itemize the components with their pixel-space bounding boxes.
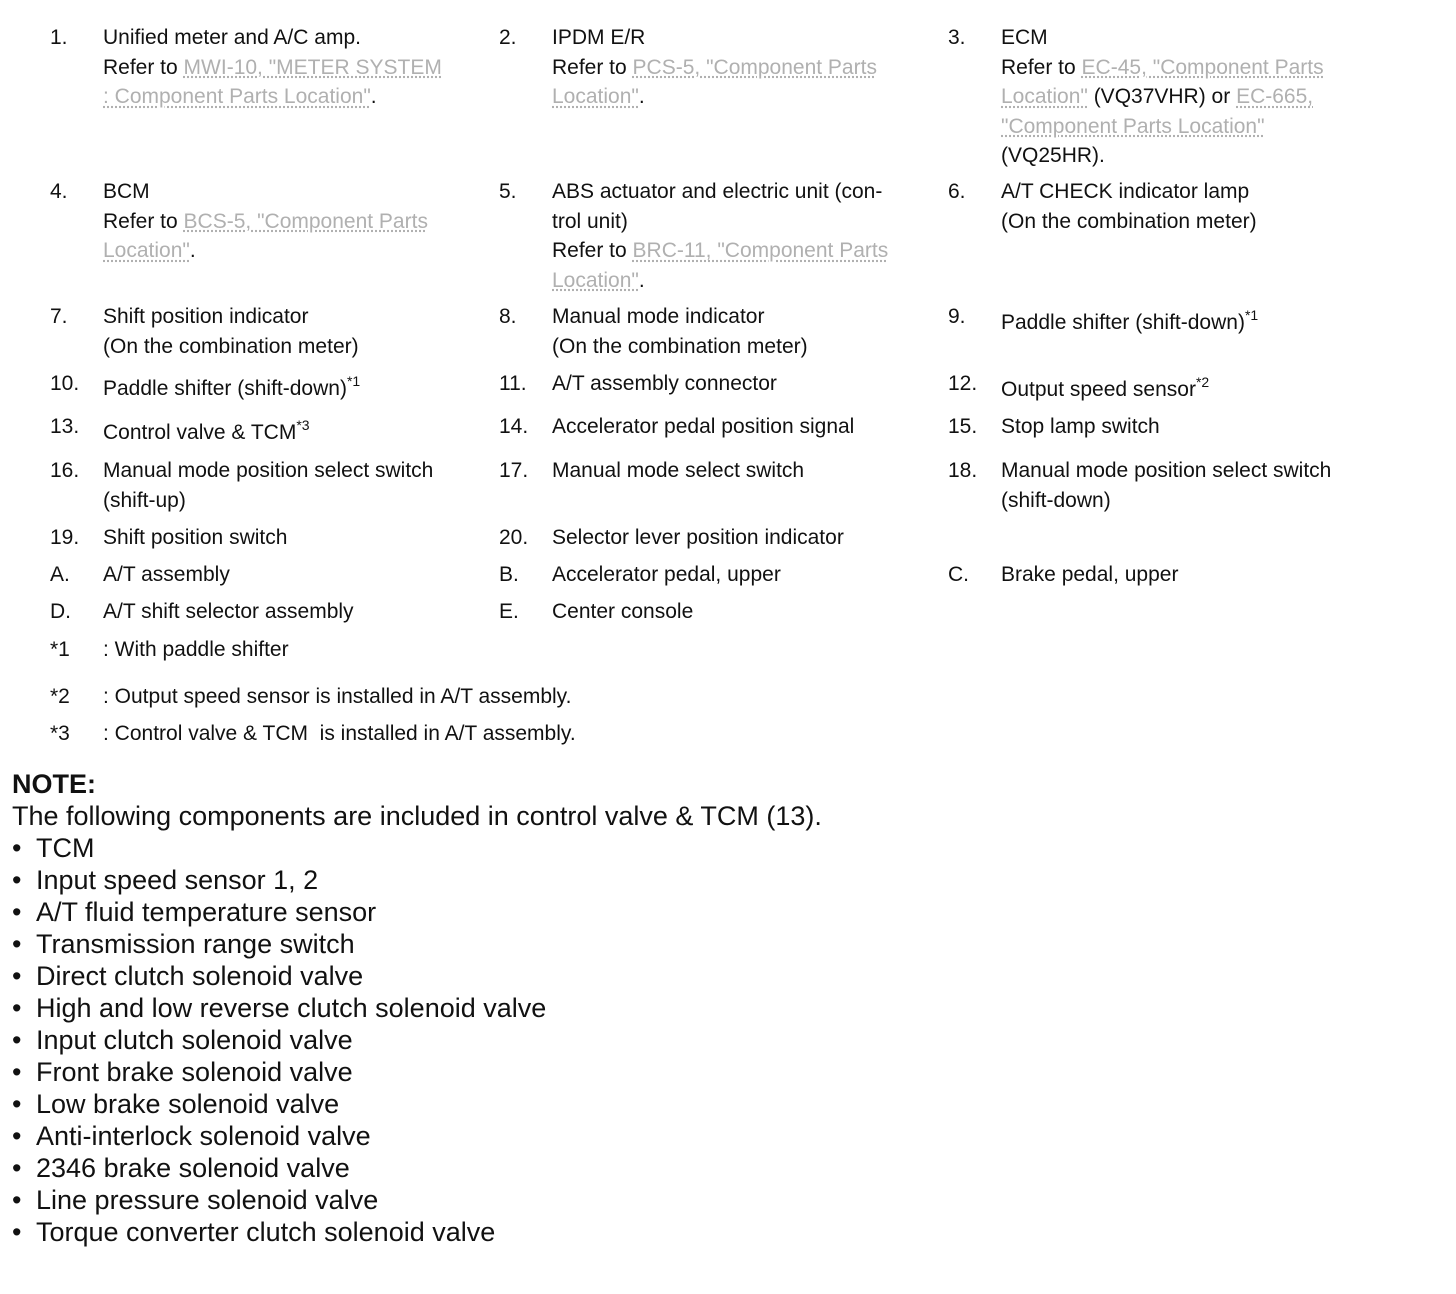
- item-label: Accelerator pedal, upper: [552, 563, 781, 586]
- item-label: ABS actuator and electric unit (con-: [552, 180, 883, 203]
- item-label: Shift position indicator: [103, 305, 309, 328]
- item-label: Manual mode position select switch: [1001, 459, 1332, 482]
- item-letter: A.: [50, 563, 70, 586]
- engine-label: (VQ37VHR) or: [1087, 85, 1237, 108]
- note-title: NOTE:: [12, 769, 96, 799]
- item-number: 20.: [499, 526, 529, 549]
- item-number: 19.: [50, 526, 80, 549]
- reference-link[interactable]: PCS-5, "Component Parts: [632, 55, 877, 79]
- reference-link[interactable]: : Component Parts Location": [103, 85, 371, 108]
- item-label: trol unit): [552, 209, 628, 233]
- item-number: 8.: [499, 305, 517, 328]
- list-item: • High and low reverse clutch solenoid valve: [12, 992, 822, 1024]
- punctuation: .: [638, 268, 645, 292]
- item-label: Stop lamp switch: [1001, 415, 1160, 438]
- punctuation: .: [638, 85, 645, 108]
- reference-link[interactable]: Location": [552, 85, 639, 108]
- item-label: A/T CHECK indicator lamp: [1001, 180, 1250, 203]
- reference-link[interactable]: EC-665,: [1236, 85, 1314, 108]
- item-letter: B.: [499, 563, 519, 586]
- footnote-text: : Control valve & TCM is installed in A/T assembly.: [103, 722, 576, 745]
- footnote-text: : Output speed sensor is installed in A/T assembly.: [103, 685, 572, 708]
- reference-link[interactable]: MWI-10, "METER SYSTEM: [183, 55, 442, 79]
- reference-link[interactable]: "Component Parts Location": [1001, 114, 1265, 138]
- item-label: ECM: [1001, 26, 1048, 49]
- item-number: 3.: [948, 26, 966, 49]
- item-label: Manual mode indicator: [552, 305, 765, 328]
- item-label: Paddle shifter (shift-down): [1001, 311, 1245, 334]
- item-number: 12.: [948, 372, 978, 395]
- refer-label: Refer to: [552, 55, 633, 79]
- list-item: • Torque converter clutch solenoid valve: [12, 1216, 822, 1248]
- item-label: A/T assembly: [103, 563, 230, 586]
- list-item: • Input speed sensor 1, 2: [12, 864, 822, 896]
- item-label: Center console: [552, 600, 694, 623]
- engine-label: (VQ25HR).: [1001, 144, 1105, 167]
- list-item: • TCM: [12, 832, 822, 864]
- item-label: (On the combination meter): [552, 334, 808, 358]
- footnote-ref: *1: [346, 373, 361, 389]
- item-label: (shift-up): [103, 488, 186, 512]
- refer-label: Refer to: [103, 209, 184, 233]
- item-label: IPDM E/R: [552, 26, 646, 49]
- item-number: 13.: [50, 415, 80, 438]
- item-number: 5.: [499, 180, 517, 203]
- item-label: Unified meter and A/C amp.: [103, 26, 361, 49]
- footnote-ref: *1: [1244, 307, 1259, 323]
- item-number: 11.: [499, 372, 527, 395]
- refer-label: Refer to: [103, 55, 184, 79]
- item-label: Output speed sensor: [1001, 378, 1196, 401]
- item-label: Shift position switch: [103, 526, 288, 549]
- item-number: 15.: [948, 415, 978, 438]
- item-number: 6.: [948, 180, 966, 203]
- item-label: Paddle shifter (shift-down): [103, 377, 347, 400]
- item-number: 17.: [499, 459, 529, 482]
- item-label: A/T assembly connector: [552, 372, 777, 395]
- reference-link[interactable]: Location": [103, 239, 190, 262]
- note-intro: The following components are included in control valve & TCM (13).: [12, 801, 822, 831]
- item-number: 2.: [499, 26, 517, 49]
- reference-link[interactable]: BRC-11, "Component Parts: [632, 239, 889, 262]
- list-item: • Front brake solenoid valve: [12, 1056, 822, 1088]
- item-label: BCM: [103, 180, 150, 203]
- item-number: 7.: [50, 305, 68, 328]
- item-letter: E.: [499, 600, 519, 623]
- component-list: [12, 832, 822, 1248]
- punctuation: .: [189, 239, 196, 262]
- punctuation: .: [370, 85, 377, 108]
- item-number: 9.: [948, 305, 966, 328]
- footnote-mark: *3: [50, 722, 70, 745]
- item-label: Control valve & TCM: [103, 421, 297, 444]
- item-number: 16.: [50, 459, 80, 482]
- refer-label: Refer to: [1001, 55, 1082, 79]
- footnote-mark: *2: [50, 685, 70, 708]
- item-number: 1.: [50, 26, 68, 49]
- refer-label: Refer to: [552, 239, 633, 262]
- list-item: • Anti-interlock solenoid valve: [12, 1120, 822, 1152]
- footnote-ref: *2: [1195, 374, 1210, 390]
- item-label: Manual mode select switch: [552, 459, 805, 482]
- reference-link[interactable]: Location": [1001, 85, 1088, 108]
- list-item: • Direct clutch solenoid valve: [12, 960, 822, 992]
- list-item: • 2346 brake solenoid valve: [12, 1152, 822, 1184]
- list-item: • Input clutch solenoid valve: [12, 1024, 822, 1056]
- item-letter: D.: [50, 600, 71, 623]
- reference-link[interactable]: Location": [552, 268, 639, 292]
- item-label: A/T shift selector assembly: [103, 600, 354, 623]
- list-item: • A/T fluid temperature sensor: [12, 896, 822, 928]
- reference-link[interactable]: BCS-5, "Component Parts: [183, 209, 428, 233]
- item-number: 18.: [948, 459, 978, 482]
- item-number: 10.: [50, 372, 80, 395]
- item-letter: C.: [948, 563, 969, 586]
- list-item: • Line pressure solenoid valve: [12, 1184, 822, 1216]
- footnote-ref: *3: [296, 417, 310, 433]
- note-section: [12, 768, 822, 1248]
- list-item: • Transmission range switch: [12, 928, 822, 960]
- item-label: Brake pedal, upper: [1001, 563, 1179, 586]
- item-label: Manual mode position select switch: [103, 459, 434, 482]
- reference-link[interactable]: EC-45, "Component Parts: [1081, 55, 1324, 79]
- item-label: (On the combination meter): [1001, 209, 1257, 233]
- item-label: Selector lever position indicator: [552, 526, 844, 549]
- footnote-mark: *1: [50, 638, 70, 661]
- item-number: 4.: [50, 180, 68, 203]
- footnote-text: : With paddle shifter: [103, 638, 289, 661]
- item-label: Accelerator pedal position signal: [552, 415, 855, 438]
- item-label: (On the combination meter): [103, 334, 359, 358]
- item-number: 14.: [499, 415, 529, 438]
- item-label: (shift-down): [1001, 488, 1111, 512]
- list-item: • Low brake solenoid valve: [12, 1088, 822, 1120]
